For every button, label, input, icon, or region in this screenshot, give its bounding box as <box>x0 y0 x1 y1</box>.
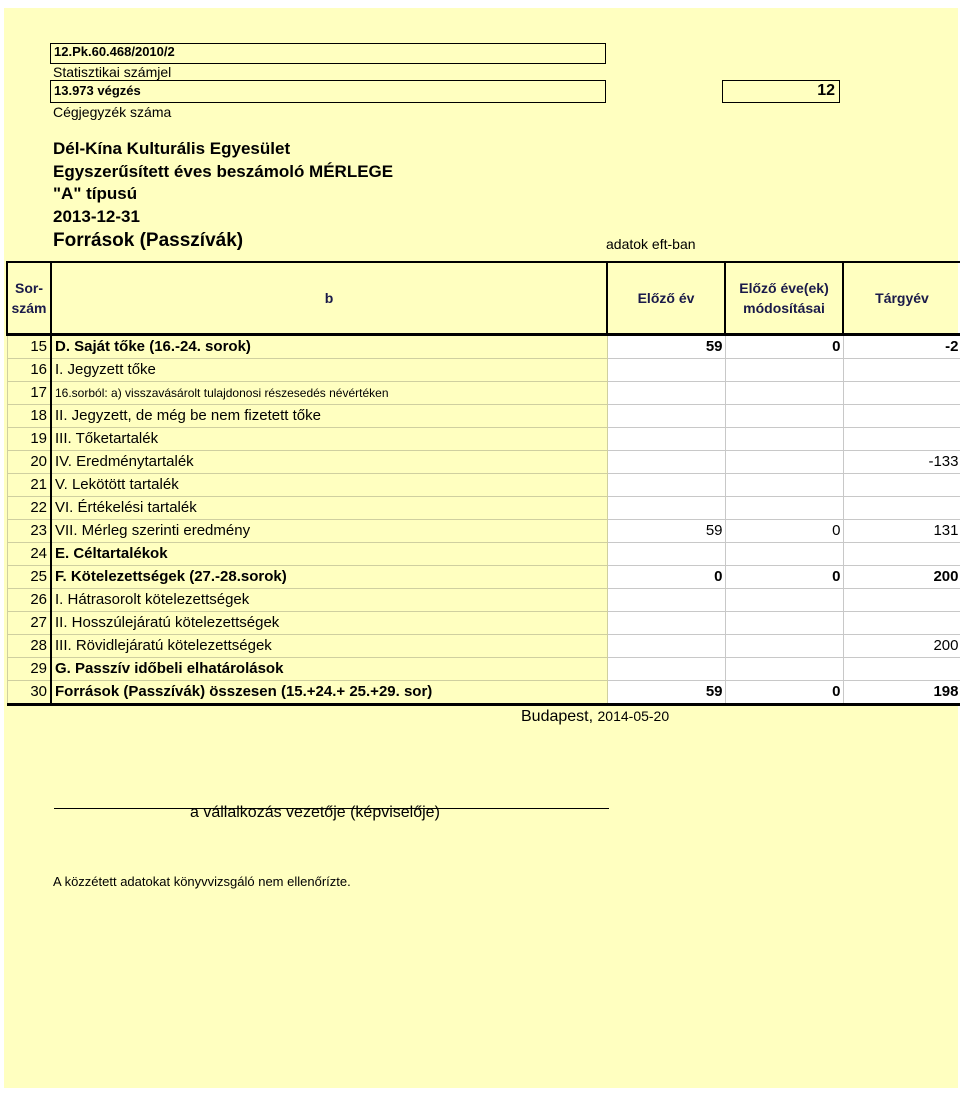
prev-year-value <box>607 405 725 428</box>
row-number: 18 <box>7 405 51 428</box>
table-row <box>7 497 960 520</box>
row-label: II. Jegyzett, de még be nem fizetett tőke <box>51 405 607 428</box>
row-label: I. Hátrasorolt kötelezettségek <box>51 589 607 612</box>
section-title: Források (Passzívák) <box>53 230 244 251</box>
row-number: 25 <box>7 566 51 589</box>
document-page <box>4 8 958 1088</box>
current-year-value <box>843 428 960 451</box>
table-row <box>7 681 960 705</box>
prev-modification-value <box>725 658 843 681</box>
registry-number-box: 13.973 végzés <box>50 80 606 103</box>
row-number: 16 <box>7 359 51 382</box>
prev-modification-value: 0 <box>725 335 843 359</box>
prev-year-value <box>607 451 725 474</box>
prev-modification-value: 0 <box>725 520 843 543</box>
prev-modification-value <box>725 612 843 635</box>
prev-year-value <box>607 589 725 612</box>
prev-modification-value <box>725 497 843 520</box>
current-year-value: 131 <box>843 520 960 543</box>
table-row <box>7 335 960 359</box>
report-date: 2013-12-31 <box>53 207 140 226</box>
current-year-value <box>843 405 960 428</box>
prev-year-value <box>607 382 725 405</box>
prev-modification-value <box>725 474 843 497</box>
row-number: 29 <box>7 658 51 681</box>
report-type: "A" típusú <box>53 184 138 203</box>
table-row <box>7 428 960 451</box>
table-row <box>7 612 960 635</box>
table-row <box>7 658 960 681</box>
row-label: 16.sorból: a) visszavásárolt tulajdonosi részesedés névértéken <box>51 382 607 405</box>
prev-year-value <box>607 497 725 520</box>
row-number: 27 <box>7 612 51 635</box>
prev-modification-value <box>725 359 843 382</box>
row-label: VI. Értékelési tartalék <box>51 497 607 520</box>
prev-modification-value <box>725 382 843 405</box>
case-number-box: 12.Pk.60.468/2010/2 <box>50 43 606 64</box>
prev-year-value <box>607 635 725 658</box>
current-year-value <box>843 382 960 405</box>
current-year-value: 198 <box>843 681 960 705</box>
row-number: 24 <box>7 543 51 566</box>
prev-year-value: 59 <box>607 681 725 705</box>
current-year-value <box>843 497 960 520</box>
row-number: 28 <box>7 635 51 658</box>
table-row <box>7 566 960 589</box>
prev-modification-value <box>725 589 843 612</box>
table-row <box>7 635 960 658</box>
place: Budapest, <box>521 708 594 725</box>
row-number: 15 <box>7 335 51 359</box>
prev-year-value: 59 <box>607 520 725 543</box>
signature-label: a vállalkozás vezetője (képviselője) <box>190 804 440 821</box>
current-year-value: 200 <box>843 566 960 589</box>
organization-name: Dél-Kína Kulturális Egyesület <box>53 139 291 158</box>
row-label: E. Céltartalékok <box>51 543 607 566</box>
current-year-value <box>843 474 960 497</box>
table-row <box>7 589 960 612</box>
row-label: II. Hosszúlejáratú kötelezettségek <box>51 612 607 635</box>
row-number: 21 <box>7 474 51 497</box>
row-label: I. Jegyzett tőke <box>51 359 607 382</box>
col-header-prev-year: Előző év <box>607 262 725 335</box>
prev-modification-value <box>725 451 843 474</box>
unit-note: adatok eft-ban <box>606 236 696 252</box>
audit-disclaimer: A közzétett adatokat könyvvizsgáló nem ellenőrízte. <box>53 874 351 889</box>
prev-year-value <box>607 428 725 451</box>
row-label: F. Kötelezettségek (27.-28.sorok) <box>51 566 607 589</box>
current-year-value: 200 <box>843 635 960 658</box>
table-row <box>7 451 960 474</box>
current-year-value <box>843 589 960 612</box>
prev-year-value <box>607 543 725 566</box>
row-label: III. Tőketartalék <box>51 428 607 451</box>
current-year-value: -133 <box>843 451 960 474</box>
row-label: IV. Eredménytartalék <box>51 451 607 474</box>
current-year-value <box>843 543 960 566</box>
current-year-value <box>843 612 960 635</box>
table-row <box>7 382 960 405</box>
row-label: Források (Passzívák) összesen (15.+24.+ 25.+29. sor) <box>51 681 607 705</box>
prev-year-value <box>607 359 725 382</box>
page-number-box: 12 <box>722 80 840 103</box>
row-number: 22 <box>7 497 51 520</box>
row-label: III. Rövidlejáratú kötelezettségek <box>51 635 607 658</box>
current-year-value <box>843 359 960 382</box>
row-label: G. Passzív időbeli elhatárolások <box>51 658 607 681</box>
current-year-value <box>843 658 960 681</box>
row-number: 26 <box>7 589 51 612</box>
balance-sheet-table <box>6 261 960 706</box>
row-label: VII. Mérleg szerinti eredmény <box>51 520 607 543</box>
prev-modification-value: 0 <box>725 681 843 705</box>
col-header-current-year: Tárgyév <box>843 262 960 335</box>
table-row <box>7 359 960 382</box>
table-row <box>7 543 960 566</box>
prev-year-value <box>607 658 725 681</box>
registry-label: Cégjegyzék száma <box>53 104 172 120</box>
current-year-value: -2 <box>843 335 960 359</box>
row-number: 30 <box>7 681 51 705</box>
prev-modification-value <box>725 635 843 658</box>
stat-number-label: Statisztikai számjel <box>53 64 172 80</box>
table-row <box>7 405 960 428</box>
prev-year-value <box>607 474 725 497</box>
table-row <box>7 520 960 543</box>
col-header-prev-modifications: Előző éve(ek) módosításai <box>725 262 843 335</box>
table-header-row <box>7 262 960 335</box>
col-header-label: b <box>51 262 607 335</box>
prev-modification-value <box>725 405 843 428</box>
prev-modification-value <box>725 543 843 566</box>
row-label: V. Lekötött tartalék <box>51 474 607 497</box>
prev-year-value <box>607 612 725 635</box>
col-header-row-number: Sor- szám <box>7 262 51 335</box>
prev-year-value: 0 <box>607 566 725 589</box>
prev-modification-value <box>725 428 843 451</box>
prev-modification-value: 0 <box>725 566 843 589</box>
row-number: 19 <box>7 428 51 451</box>
row-number: 23 <box>7 520 51 543</box>
report-title: Egyszerűsített éves beszámoló MÉRLEGE <box>53 162 394 181</box>
place-date <box>521 708 669 726</box>
row-number: 17 <box>7 382 51 405</box>
row-number: 20 <box>7 451 51 474</box>
row-label: D. Saját tőke (16.-24. sorok) <box>51 335 607 359</box>
prev-year-value: 59 <box>607 335 725 359</box>
sign-date: 2014-05-20 <box>597 708 670 724</box>
table-row <box>7 474 960 497</box>
